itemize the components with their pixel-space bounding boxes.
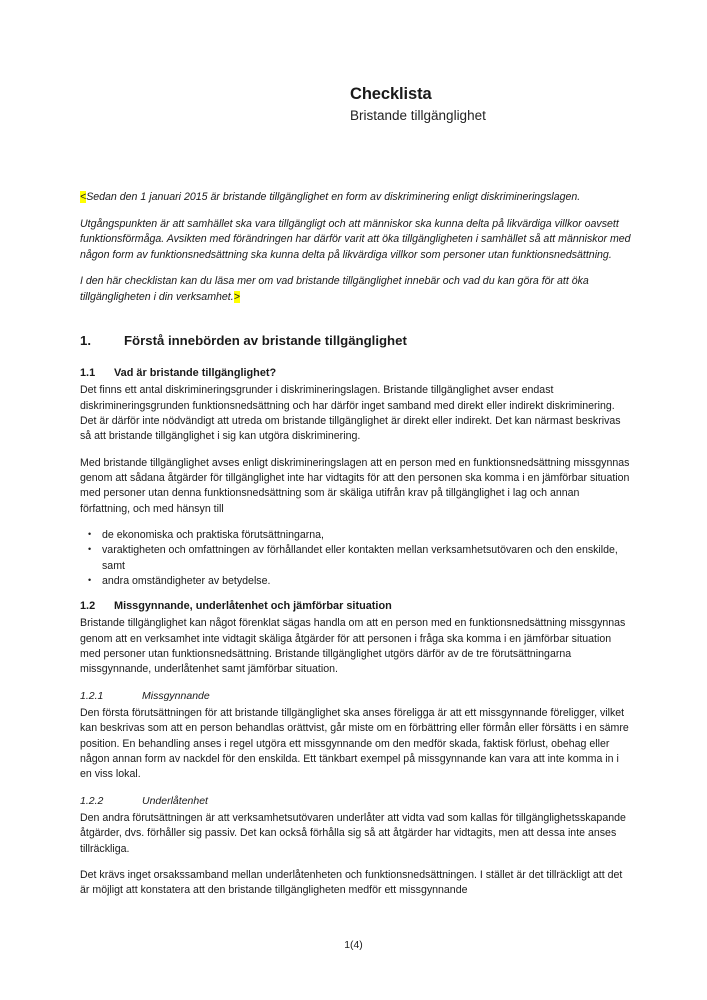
section-title-1-2-1: Missgynnande [142, 689, 210, 702]
paragraph-1-2-1-a: Den första förutsättningen för att bristande tillgänglighet ska anses föreligga är att ett missgynnande föreligger, vilket kan beskrivas som att en person behandlas orättvist, går miste om en förbättring eller förmån eller försätts i en sämre position. En behandling anses i regel utgöra ett missgynnande om den medför skada, faktisk förlust, obehag eller någon annan form av nackdel för den enskilda. Ett tänkbart exempel på missgynnande kan vara att inte komma in i en viss lokal. [80, 706, 629, 781]
section-number-1-2-2: 1.2.2 [80, 794, 104, 807]
paragraph-1-2-2-a: Den andra förutsättningen är att verksamhetsutövaren underlåter att vidta vad som kallas för tillgänglighetsskapande åtgärder, dvs. förhåller sig passiv. Det kan också förhålla sig så att åtgärder har vidtagits, men att dessa inte anses tillräckliga. [80, 811, 626, 855]
paragraph-1-2-a: Bristande tillgänglighet kan något förenklat sägas handla om att en person med en funktionsnedsättning missgynnas genom att en verksamhet inte vidtagit skäliga åtgärder för att personen i fråga ska komma i en jämförbar situation med personer utan funktionsnedsättning. Bristande tillgänglighet utgörs därför av de tre förutsättningarna missgynnande, underlåtenhet samt jämförbar situation. [80, 617, 626, 676]
section-heading-1-2-1 [80, 689, 632, 703]
intro-paragraph-3-text: I den här checklistan kan du läsa mer om vad bristande tillgänglighet innebär och vad du kan göra för att öka tillgängligheten i din verksamhet. [80, 275, 589, 303]
section-title-1-2: Missgynnande, underlåtenhet och jämförbar situation [114, 599, 392, 612]
section-heading-1-2 [80, 599, 632, 614]
paragraph-1-1-a: Det finns ett antal diskrimineringsgrunder i diskrimineringslagen. Bristande tillgänglighet avser endast diskrimineringsgrunden funktionsnedsättning och har därför inget samband med direkt eller indirekt diskriminering. Det är därför inte nödvändigt att utreda om bristande tillgänglighet är direkt eller indirekt. Det kan närmast beskrivas så att bristande tillgänglighet i sig kan utgöra diskriminering. [80, 384, 621, 443]
paragraph-1-1-b: Med bristande tillgänglighet avses enligt diskrimineringslagen att en person med en funktionsnedsättning missgynnas genom att sådana åtgärder för tillgänglighet inte har vidtagits för att den personen ska komma i en jämförbar situation med personer utan denna funktionsnedsättning som är skäliga utifrån krav på tillgänglighet i lag och annan författning, och med hänsyn till [80, 456, 630, 515]
highlight-marker-close: > [233, 290, 240, 303]
list-item: • andra omständigheter av betydelse. [80, 574, 632, 589]
highlight-marker-open: < [80, 191, 87, 203]
page-footer [0, 940, 707, 951]
intro-block [80, 190, 632, 305]
page-number: 1(4) [344, 940, 363, 951]
section-title-1-1: Vad är bristande tillgänglighet? [114, 366, 277, 379]
document-body [80, 190, 632, 899]
intro-paragraph-1-text: Sedan den 1 januari 2015 är bristande tillgänglighet en form av diskriminering enligt diskrimineringslagen. [86, 191, 581, 203]
list-item: • varaktigheten och omfattningen av förhållandet eller kontakten mellan verksamhetsutövaren och den enskilde, samt [80, 543, 632, 574]
page-title: Checklista [350, 85, 432, 103]
section-number-1-2-1: 1.2.1 [80, 689, 104, 702]
section-number-1-2: 1.2 [80, 599, 96, 612]
bullet-list-1-1 [80, 528, 632, 589]
section-number-1-1: 1.1 [80, 366, 96, 379]
page-subtitle: Bristande tillgänglighet [350, 107, 486, 123]
intro-paragraph-3 [80, 274, 632, 305]
section-heading-1 [80, 332, 632, 349]
list-item: • de ekonomiska och praktiska förutsättningarna, [80, 528, 632, 543]
section-title-1: Förstå innebörden av bristande tillgänglighet [124, 333, 407, 349]
section-heading-1-1 [80, 366, 632, 381]
intro-paragraph-1 [80, 190, 632, 206]
intro-paragraph-2: Utgångspunkten är att samhället ska vara tillgängligt och att människor ska kunna delta på likvärdiga villkor oavsett funktionsförmåga. Avsikten med förändringen har därför varit att öka tillgängligheten i samhället så att människor med någon form av funktionsnedsättning ska kunna delta på likvärdiga villkor som personer utan funktionsnedsättning. [80, 217, 631, 261]
section-title-1-2-2: Underlåtenhet [142, 794, 208, 807]
paragraph-1-2-2-b: Det krävs inget orsakssamband mellan underlåtenheten och funktionsnedsättningen. I stället är det tillräckligt att det är möjligt att konstatera att den bristande tillgängligheten medför ett missgynnande [80, 868, 623, 897]
section-number-1: 1. [80, 333, 91, 349]
document-header [350, 84, 650, 124]
section-heading-1-2-2 [80, 794, 632, 808]
